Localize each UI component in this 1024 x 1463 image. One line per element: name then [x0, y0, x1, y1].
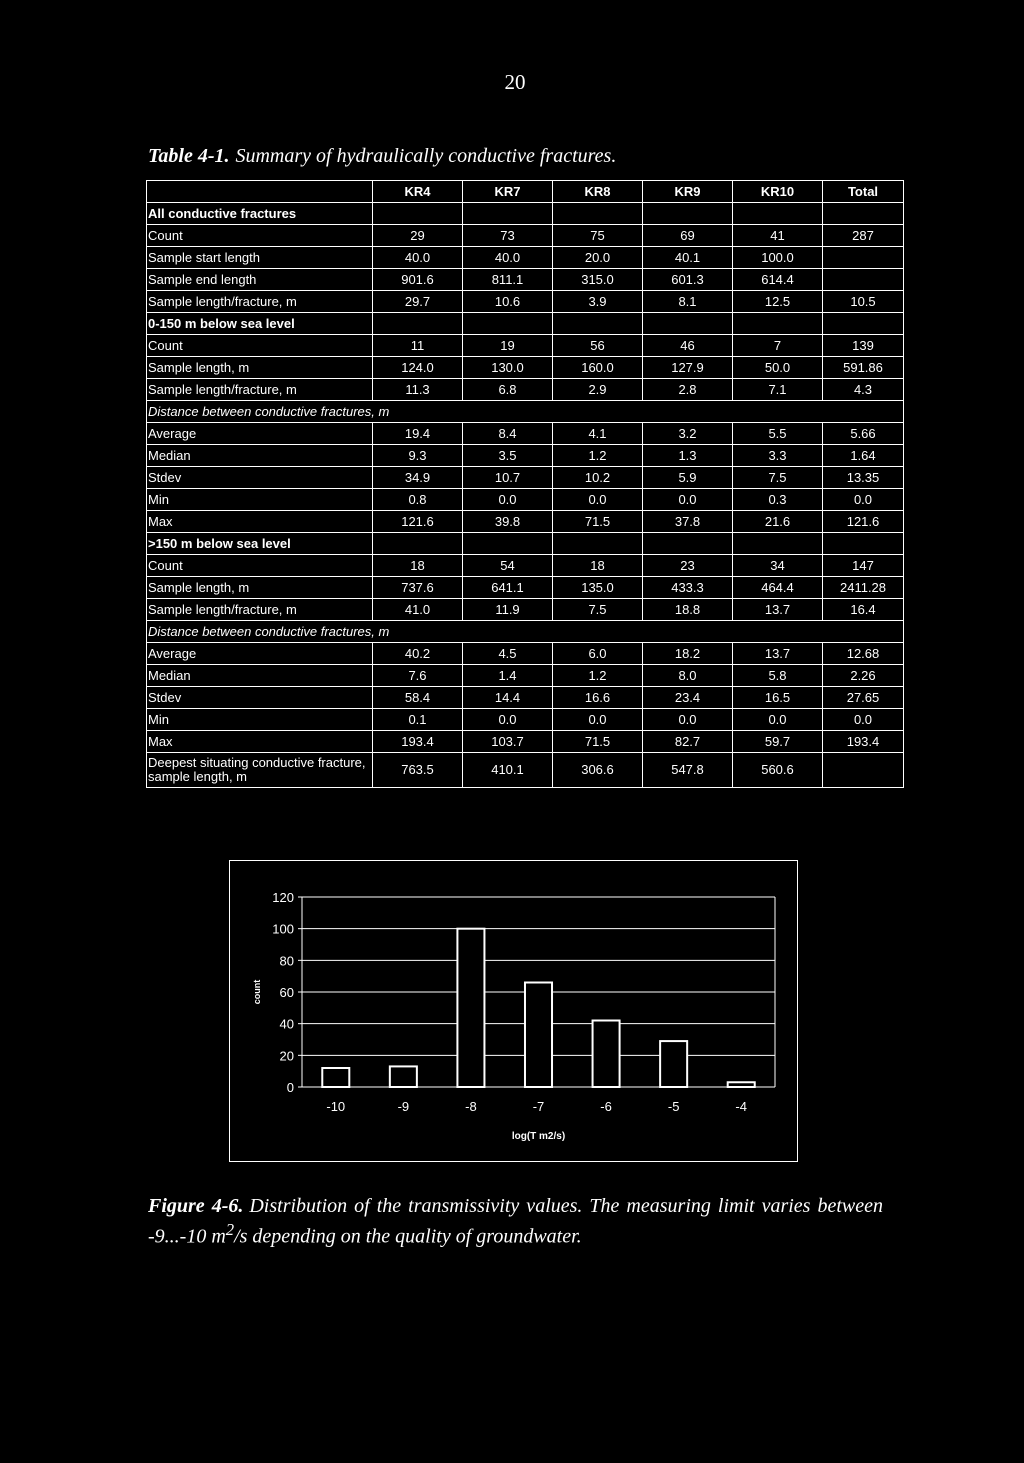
bar — [660, 1041, 687, 1087]
table-cell: 10.7 — [463, 467, 553, 489]
x-tick-label: -10 — [326, 1099, 346, 1114]
table-row — [147, 379, 904, 401]
table-cell: 18 — [553, 555, 643, 577]
table-cell: 0.0 — [823, 489, 904, 511]
table-cell: 40.0 — [373, 247, 463, 269]
table-cell: 306.6 — [553, 753, 643, 788]
y-tick-label: 20 — [279, 1048, 294, 1064]
table-cell: 19.4 — [373, 423, 463, 445]
table-row — [147, 577, 904, 599]
table-cell: 1.3 — [643, 445, 733, 467]
table-section-row — [147, 401, 904, 423]
table-row — [147, 555, 904, 577]
table-cell: 10.5 — [823, 291, 904, 313]
table-cell: 13.35 — [823, 467, 904, 489]
header-cell: KR10 — [733, 181, 823, 203]
table-section-row — [147, 533, 904, 555]
row-label: Sample end length — [147, 269, 373, 291]
table-cell: 40.1 — [643, 247, 733, 269]
row-label: Count — [147, 335, 373, 357]
table-cell: 0.0 — [463, 489, 553, 511]
chart-svg — [230, 861, 797, 1161]
table-cell: 2.26 — [823, 665, 904, 687]
table-cell: 14.4 — [463, 687, 553, 709]
y-tick-label: 60 — [279, 985, 294, 1000]
table-row — [147, 709, 904, 731]
figure-caption-label: Figure 4-6. — [148, 1195, 244, 1217]
table-cell — [463, 203, 553, 225]
table-cell: 23 — [643, 555, 733, 577]
bar — [322, 1068, 349, 1087]
table-cell: 7.5 — [553, 599, 643, 621]
table-cell: 23.4 — [643, 687, 733, 709]
table-cell: 3.9 — [553, 291, 643, 313]
table-cell: 901.6 — [373, 269, 463, 291]
table-cell: 127.9 — [643, 357, 733, 379]
header-cell: Total — [823, 181, 904, 203]
row-label: Max — [147, 511, 373, 533]
table-cell: 4.3 — [823, 379, 904, 401]
table-cell: 5.9 — [643, 467, 733, 489]
row-label: Sample length, m — [147, 577, 373, 599]
table-row — [147, 423, 904, 445]
table-cell: 29.7 — [373, 291, 463, 313]
table-cell: 58.4 — [373, 687, 463, 709]
table-cell: 16.6 — [553, 687, 643, 709]
row-label: Average — [147, 423, 373, 445]
x-tick-label: -8 — [465, 1099, 477, 1114]
table-cell — [643, 313, 733, 335]
x-tick-label: -6 — [600, 1099, 612, 1114]
table-cell: 82.7 — [643, 731, 733, 753]
row-label: Median — [147, 445, 373, 467]
table-cell: 7.6 — [373, 665, 463, 687]
table-cell: 54 — [463, 555, 553, 577]
table-cell: 103.7 — [463, 731, 553, 753]
table-cell: 29 — [373, 225, 463, 247]
table-cell: 12.5 — [733, 291, 823, 313]
table-row — [147, 269, 904, 291]
table-cell: 121.6 — [373, 511, 463, 533]
table-cell: 3.2 — [643, 423, 733, 445]
table-cell — [823, 753, 904, 788]
x-tick-label: -4 — [735, 1099, 747, 1114]
table-cell: 193.4 — [823, 731, 904, 753]
row-label: Min — [147, 709, 373, 731]
table-cell: 6.0 — [553, 643, 643, 665]
table-cell: 11.3 — [373, 379, 463, 401]
table-cell: 8.0 — [643, 665, 733, 687]
table-cell: 139 — [823, 335, 904, 357]
table-cell: 34.9 — [373, 467, 463, 489]
table-cell: 16.4 — [823, 599, 904, 621]
bar — [728, 1082, 755, 1087]
table-cell: 193.4 — [373, 731, 463, 753]
header-cell-empty — [147, 181, 373, 203]
header-cell: KR9 — [643, 181, 733, 203]
y-tick-label: 100 — [272, 921, 294, 937]
table-row — [147, 511, 904, 533]
table-cell: 73 — [463, 225, 553, 247]
table-cell: 13.7 — [733, 643, 823, 665]
table-cell: 124.0 — [373, 357, 463, 379]
table-cell: 0.1 — [373, 709, 463, 731]
table-cell: 46 — [643, 335, 733, 357]
table-cell: 0.0 — [463, 709, 553, 731]
table-cell — [643, 533, 733, 555]
table-cell: 547.8 — [643, 753, 733, 788]
table-cell: 5.66 — [823, 423, 904, 445]
table-cell: 6.8 — [463, 379, 553, 401]
y-tick-label: 120 — [272, 890, 294, 905]
table-cell: 37.8 — [643, 511, 733, 533]
table-cell: 7.1 — [733, 379, 823, 401]
x-tick-label: -5 — [667, 1099, 680, 1114]
y-axis-label: count — [252, 979, 262, 1005]
table-row — [147, 335, 904, 357]
table-cell: 11.9 — [463, 599, 553, 621]
table-cell: 9.3 — [373, 445, 463, 467]
table-cell: 21.6 — [733, 511, 823, 533]
row-label: Sample length/fracture, m — [147, 379, 373, 401]
table-cell: 8.1 — [643, 291, 733, 313]
table-cell: 4.5 — [463, 643, 553, 665]
row-label: Stdev — [147, 467, 373, 489]
table-cell: 11 — [373, 335, 463, 357]
table-cell — [823, 247, 904, 269]
table-cell: 10.2 — [553, 467, 643, 489]
table-cell: 8.4 — [463, 423, 553, 445]
table-body — [147, 203, 904, 788]
table-cell: 20.0 — [553, 247, 643, 269]
table-cell: 69 — [643, 225, 733, 247]
table-cell: 40.2 — [373, 643, 463, 665]
table-row — [147, 599, 904, 621]
row-label: Count — [147, 225, 373, 247]
table-cell — [733, 203, 823, 225]
table-cell — [823, 269, 904, 291]
table-cell: 71.5 — [553, 731, 643, 753]
table-cell: 641.1 — [463, 577, 553, 599]
table-row — [147, 643, 904, 665]
table-row-tall — [147, 753, 904, 788]
table-row — [147, 357, 904, 379]
table-row — [147, 467, 904, 489]
section-label: Distance between conductive fractures, m — [147, 621, 904, 643]
table-cell: 1.2 — [553, 665, 643, 687]
table-cell: 56 — [553, 335, 643, 357]
table-section-row — [147, 203, 904, 225]
table-cell: 39.8 — [463, 511, 553, 533]
header-cell: KR4 — [373, 181, 463, 203]
table-cell — [553, 313, 643, 335]
table-cell: 5.8 — [733, 665, 823, 687]
table-cell: 7 — [733, 335, 823, 357]
table-cell: 13.7 — [733, 599, 823, 621]
table-cell: 59.7 — [733, 731, 823, 753]
header-cell: KR8 — [553, 181, 643, 203]
table-cell: 10.6 — [463, 291, 553, 313]
table-row — [147, 665, 904, 687]
section-label: >150 m below sea level — [147, 533, 373, 555]
table-cell: 18 — [373, 555, 463, 577]
table-cell: 7.5 — [733, 467, 823, 489]
table-cell: 16.5 — [733, 687, 823, 709]
row-label: Average — [147, 643, 373, 665]
row-label: Sample start length — [147, 247, 373, 269]
table-cell: 19 — [463, 335, 553, 357]
table-cell: 27.65 — [823, 687, 904, 709]
table-row — [147, 291, 904, 313]
y-tick-label: 40 — [279, 1016, 294, 1032]
table-cell: 591.86 — [823, 357, 904, 379]
table-row — [147, 247, 904, 269]
table-row — [147, 225, 904, 247]
transmissivity-chart — [229, 860, 798, 1162]
table-cell: 100.0 — [733, 247, 823, 269]
section-label: 0-150 m below sea level — [147, 313, 373, 335]
table-cell: 41 — [733, 225, 823, 247]
table-cell: 763.5 — [373, 753, 463, 788]
table-cell: 410.1 — [463, 753, 553, 788]
table-cell: 0.0 — [553, 709, 643, 731]
bar — [390, 1066, 417, 1087]
table-cell: 40.0 — [463, 247, 553, 269]
section-label: Distance between conductive fractures, m — [147, 401, 904, 423]
x-tick-label: -7 — [532, 1099, 545, 1114]
table-cell: 0.0 — [823, 709, 904, 731]
table-cell: 737.6 — [373, 577, 463, 599]
figure-caption-text-after: /s depending on the quality of groundwater. — [234, 1225, 582, 1248]
bar — [593, 1021, 620, 1088]
table-cell: 614.4 — [733, 269, 823, 291]
page-number: 20 — [504, 70, 526, 94]
table-cell: 121.6 — [823, 511, 904, 533]
table-cell: 464.4 — [733, 577, 823, 599]
table-cell: 18.2 — [643, 643, 733, 665]
table-cell: 2.8 — [643, 379, 733, 401]
table-cell: 1.64 — [823, 445, 904, 467]
table-section-row — [147, 313, 904, 335]
table-cell: 2411.28 — [823, 577, 904, 599]
table-cell: 811.1 — [463, 269, 553, 291]
table-cell: 34 — [733, 555, 823, 577]
header-cell: KR7 — [463, 181, 553, 203]
table-cell: 75 — [553, 225, 643, 247]
row-label: Sample length/fracture, m — [147, 291, 373, 313]
table-cell: 433.3 — [643, 577, 733, 599]
table-cell: 0.0 — [643, 489, 733, 511]
row-label: Min — [147, 489, 373, 511]
table-cell: 160.0 — [553, 357, 643, 379]
table-cell — [823, 203, 904, 225]
table-cell: 18.8 — [643, 599, 733, 621]
table-cell: 3.5 — [463, 445, 553, 467]
row-label: Max — [147, 731, 373, 753]
table-cell — [373, 533, 463, 555]
table-cell — [373, 203, 463, 225]
row-label: Sample length, m — [147, 357, 373, 379]
table-cell: 1.4 — [463, 665, 553, 687]
table-cell: 71.5 — [553, 511, 643, 533]
table-cell: 0.8 — [373, 489, 463, 511]
table-cell — [373, 313, 463, 335]
table-header-row — [147, 181, 904, 203]
row-label: Stdev — [147, 687, 373, 709]
table-cell: 0.0 — [553, 489, 643, 511]
figure-caption-superscript: 2 — [225, 1220, 235, 1239]
table-section-row — [147, 621, 904, 643]
summary-table — [146, 180, 904, 788]
row-label: Count — [147, 555, 373, 577]
table-caption-label: Table 4-1. — [148, 145, 230, 167]
table-cell: 130.0 — [463, 357, 553, 379]
table-cell: 0.3 — [733, 489, 823, 511]
x-tick-label: -9 — [397, 1099, 410, 1114]
y-tick-label: 80 — [279, 953, 294, 969]
table-cell: 287 — [823, 225, 904, 247]
row-label: Sample length/fracture, m — [147, 599, 373, 621]
y-tick-label: 0 — [286, 1080, 294, 1095]
figure-caption — [148, 1193, 883, 1250]
table-cell: 560.6 — [733, 753, 823, 788]
table-cell: 135.0 — [553, 577, 643, 599]
row-label: Median — [147, 665, 373, 687]
table-cell — [823, 533, 904, 555]
table-cell: 147 — [823, 555, 904, 577]
table-cell: 2.9 — [553, 379, 643, 401]
table-row — [147, 731, 904, 753]
bar — [457, 929, 484, 1087]
table-row — [147, 687, 904, 709]
table-cell — [553, 203, 643, 225]
bar — [525, 983, 552, 1088]
figure-caption-text-before: Distribution of the transmissivity values. The measuring limit varies between -9...-10 m — [148, 1195, 883, 1248]
table-cell: 4.1 — [553, 423, 643, 445]
table-cell — [823, 313, 904, 335]
section-label: All conductive fractures — [147, 203, 373, 225]
table-cell — [733, 313, 823, 335]
table-cell — [553, 533, 643, 555]
table-cell: 0.0 — [643, 709, 733, 731]
table-cell — [463, 533, 553, 555]
table-cell: 50.0 — [733, 357, 823, 379]
table-cell: 41.0 — [373, 599, 463, 621]
x-axis-label: log(T m2/s) — [511, 1131, 566, 1142]
table-cell: 315.0 — [553, 269, 643, 291]
table-cell: 601.3 — [643, 269, 733, 291]
table-cell: 1.2 — [553, 445, 643, 467]
table-cell: 5.5 — [733, 423, 823, 445]
table-caption — [148, 145, 616, 168]
table-row — [147, 445, 904, 467]
table-cell — [643, 203, 733, 225]
table-cell: 12.68 — [823, 643, 904, 665]
table-cell — [733, 533, 823, 555]
table-cell — [463, 313, 553, 335]
table-cell: 3.3 — [733, 445, 823, 467]
table-cell: 0.0 — [733, 709, 823, 731]
table-caption-text: Summary of hydraulically conductive fractures. — [235, 145, 617, 167]
row-label: Deepest situating conductive fracture, sample length, m — [147, 753, 373, 788]
table-row — [147, 489, 904, 511]
